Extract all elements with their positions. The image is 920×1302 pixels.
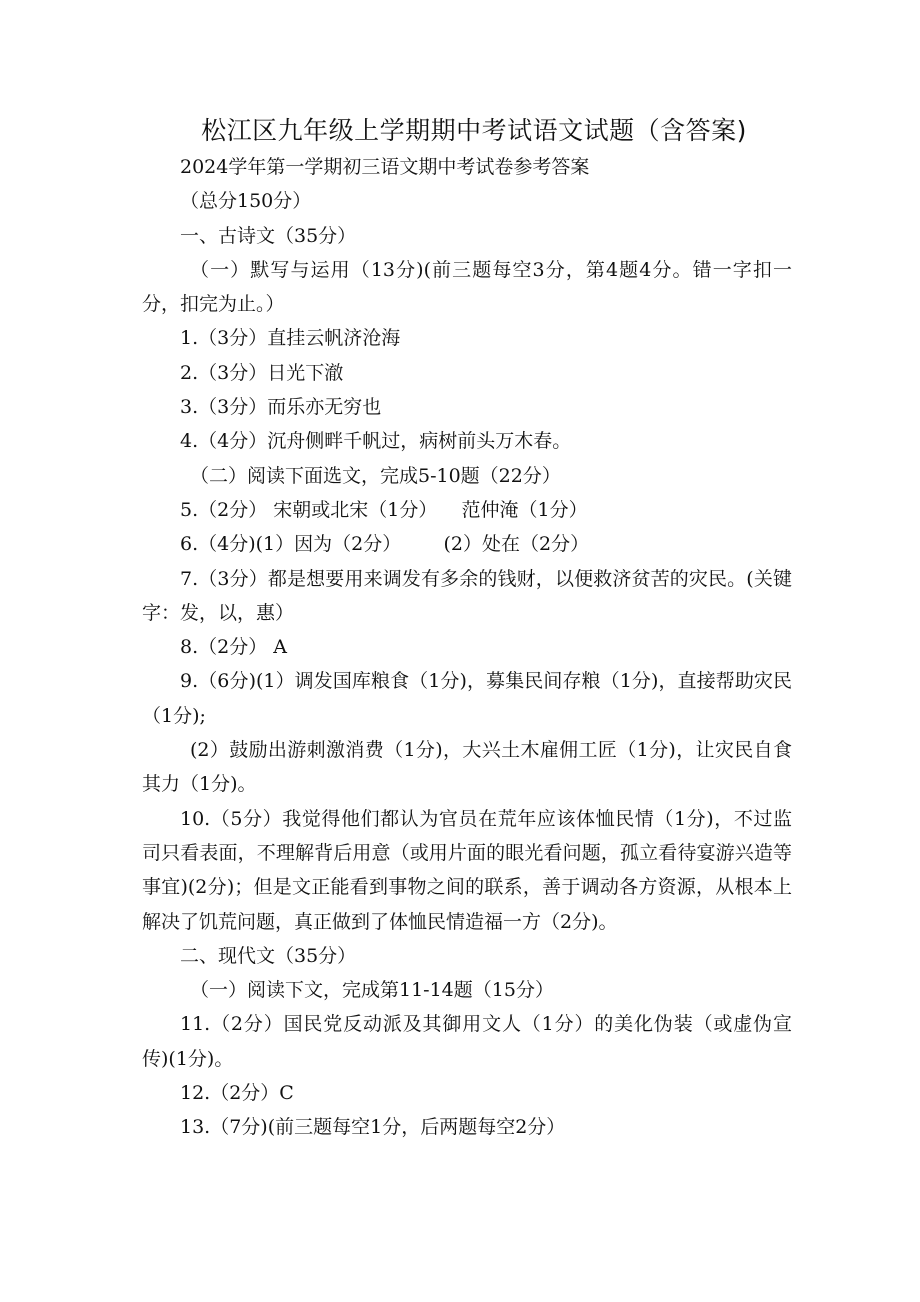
document-line: (2）鼓励出游刺激消费（1分)，大兴土木雇佣工匠（1分)，让灾民自食其力（1分)。 [142, 739, 792, 796]
document-line: （一）默写与运用（13分)(前三题每空3分，第4题4分。错一字扣一分，扣完为止。） [142, 258, 792, 316]
document-title: 松江区九年级上学期期中考试语文试题（含答案) [201, 116, 747, 145]
document-line: （一）阅读下文，完成第11-14题（15分） [190, 979, 554, 1002]
document-line: 1.（3分）直挂云帆济沧海 [180, 327, 401, 350]
document-line: 7.（3分）都是想要用来调发有多余的钱财，以便救济贫苦的灾民。(关键字：发，以，惠） [142, 567, 792, 624]
document-line: 12.（2分）C [180, 1082, 294, 1105]
document-line: 5.（2分） 宋朝或北宋（1分） 范仲淹（1分） [180, 498, 588, 521]
document-line: 3.（3分）而乐亦无穷也 [180, 396, 382, 419]
document-line: （总分150分） [180, 190, 312, 213]
document-line: 9.（6分)(1）调发国库粮食（1分)，募集民间存粮（1分)，直接帮助灾民（1分); [142, 670, 792, 727]
document-line: 11.（2分）国民党反动派及其御用文人（1分）的美化伪装（或虚伪宣传)(1分)。 [142, 1013, 792, 1070]
document-line: 6.（4分)(1）因为（2分） (2）处在（2分） [180, 533, 590, 556]
document-line: 2.（3分）日光下澈 [180, 361, 344, 384]
document-line: 10.（5分）我觉得他们都认为官员在荒年应该体恤民情（1分)，不过监司只看表面，不理解背后用意（或用片面的眼光看问题，孤立看待宴游兴造等事宜)(2分)；但是文正能看到事物之间的联系，善于调动各方资源，从根本上解决了饥荒问题，真正做到了体恤民情造福一方（2分)。 [142, 807, 792, 933]
document-line: 8.（2分） A [180, 636, 287, 659]
document-line: 二、现代文（35分） [180, 944, 357, 967]
document-line: 2024学年第一学期初三语文期中考试卷参考答案 [180, 156, 590, 178]
document-body [142, 150, 792, 1145]
document-line: 13.（7分)(前三题每空1分，后两题每空2分） [180, 1116, 566, 1139]
document-line: （二）阅读下面选文，完成5-10题（22分） [190, 464, 561, 487]
document-line: 一、古诗文（35分） [180, 224, 357, 247]
document-line: 4.（4分）沉舟侧畔千帆过，病树前头万木春。 [180, 430, 572, 453]
